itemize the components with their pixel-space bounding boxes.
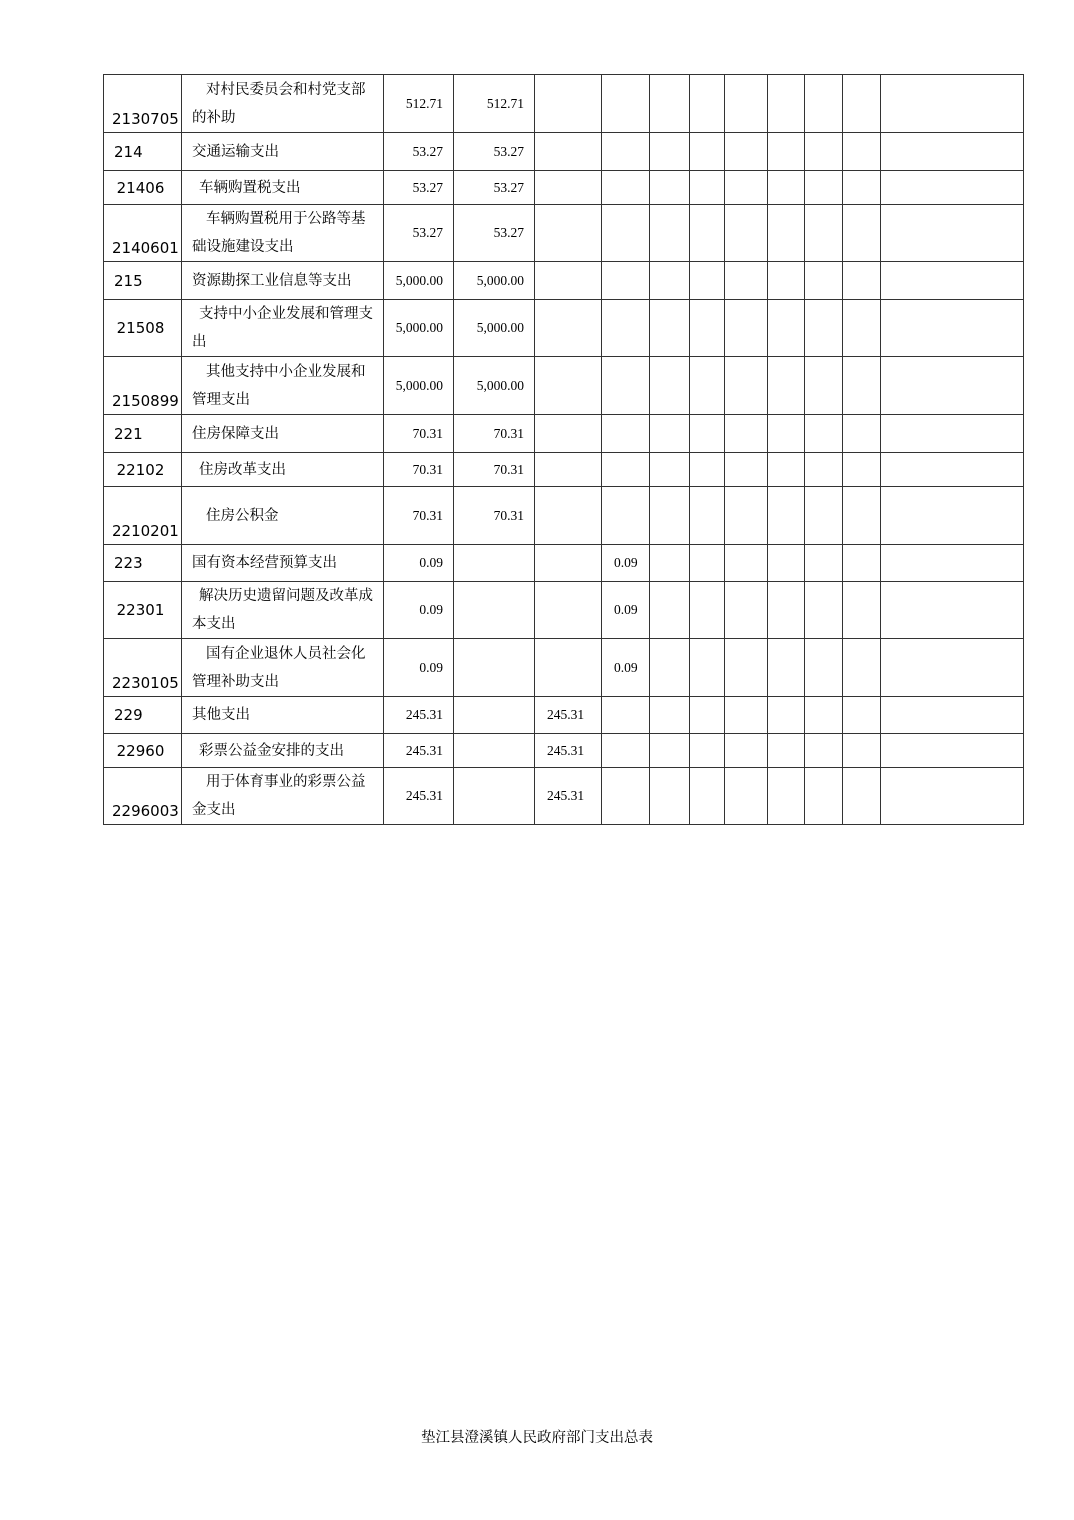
empty-cell [843,262,881,300]
empty-cell [725,300,768,357]
total-amount: 0.09 [384,582,454,639]
account-name: 住房保障支出 [192,425,279,442]
empty-cell [805,415,843,453]
empty-cell [805,582,843,639]
account-name-cell [182,487,384,545]
empty-cell [725,415,768,453]
account-name: 交通运输支出 [192,143,279,160]
state-capital-amount [602,75,650,133]
account-name: 彩票公益金安排的支出 [199,742,344,759]
fund-budget-amount [535,262,602,300]
account-name-cell [182,171,384,205]
fund-budget-amount [535,300,602,357]
state-capital-amount [602,734,650,768]
account-name-cell [182,545,384,582]
empty-cell [805,453,843,487]
empty-cell [881,415,1024,453]
empty-cell [805,734,843,768]
empty-cell [690,262,725,300]
account-name-cell [182,262,384,300]
empty-cell [805,487,843,545]
fund-budget-amount [535,133,602,171]
table-row [104,582,1024,639]
empty-cell [725,262,768,300]
empty-cell [650,357,690,415]
state-capital-amount [602,487,650,545]
general-budget-amount [454,582,535,639]
empty-cell [650,639,690,697]
empty-cell [650,75,690,133]
account-name-cell [182,357,384,415]
empty-cell [690,582,725,639]
account-code: 22301 [104,582,182,639]
account-name: 解决历史遗留问题及改革成本支出 [192,588,373,632]
account-code: 2230105 [104,639,182,697]
empty-cell [725,734,768,768]
empty-cell [768,171,805,205]
empty-cell [650,487,690,545]
table-row [104,453,1024,487]
empty-cell [690,357,725,415]
empty-cell [690,639,725,697]
table-row [104,357,1024,415]
general-budget-amount [454,697,535,734]
account-name-cell [182,639,384,697]
empty-cell [768,357,805,415]
account-name: 对村民委员会和村党支部的补助 [192,81,366,126]
state-capital-amount: 0.09 [602,545,650,582]
account-name-cell [182,300,384,357]
state-capital-amount [602,300,650,357]
empty-cell [725,205,768,262]
general-budget-amount: 5,000.00 [454,300,535,357]
table-row [104,734,1024,768]
empty-cell [650,582,690,639]
account-name: 其他支持中小企业发展和管理支出 [192,363,366,408]
empty-cell [805,133,843,171]
account-name: 国有企业退休人员社会化管理补助支出 [192,645,366,690]
account-name-cell [182,453,384,487]
empty-cell [881,768,1024,825]
account-code: 215 [104,262,182,300]
fund-budget-amount [535,75,602,133]
empty-cell [690,768,725,825]
general-budget-amount: 53.27 [454,205,535,262]
empty-cell [881,545,1024,582]
empty-cell [650,453,690,487]
account-code: 229 [104,697,182,734]
empty-cell [690,545,725,582]
empty-cell [650,262,690,300]
empty-cell [881,639,1024,697]
state-capital-amount [602,453,650,487]
state-capital-amount [602,415,650,453]
empty-cell [725,171,768,205]
account-name: 用于体育事业的彩票公益金支出 [192,774,366,818]
fund-budget-amount [535,639,602,697]
fund-budget-amount: 245.31 [535,768,602,825]
state-capital-amount [602,205,650,262]
total-amount: 0.09 [384,639,454,697]
empty-cell [690,453,725,487]
empty-cell [843,133,881,171]
account-code: 221 [104,415,182,453]
account-code: 2296003 [104,768,182,825]
table-row [104,205,1024,262]
empty-cell [690,487,725,545]
total-amount: 245.31 [384,768,454,825]
account-name: 住房改革支出 [199,461,286,478]
account-code: 21508 [104,300,182,357]
general-budget-amount: 70.31 [454,487,535,545]
empty-cell [650,545,690,582]
account-code: 22102 [104,453,182,487]
account-name: 国有资本经营预算支出 [192,555,337,571]
table-row [104,768,1024,825]
account-name-cell [182,582,384,639]
account-name: 资源勘探工业信息等支出 [192,272,352,289]
general-budget-amount: 70.31 [454,453,535,487]
account-name: 住房公积金 [206,507,279,524]
empty-cell [843,697,881,734]
general-budget-amount [454,545,535,582]
empty-cell [843,639,881,697]
empty-cell [805,171,843,205]
empty-cell [768,415,805,453]
empty-cell [650,205,690,262]
empty-cell [650,734,690,768]
empty-cell [843,171,881,205]
account-name-cell [182,734,384,768]
empty-cell [843,734,881,768]
fund-budget-amount [535,357,602,415]
empty-cell [768,300,805,357]
empty-cell [650,171,690,205]
empty-cell [805,205,843,262]
empty-cell [843,545,881,582]
table-row [104,639,1024,697]
empty-cell [843,75,881,133]
empty-cell [768,734,805,768]
account-code: 2150899 [104,357,182,415]
empty-cell [725,697,768,734]
total-amount: 53.27 [384,171,454,205]
empty-cell [805,697,843,734]
general-budget-amount [454,639,535,697]
general-budget-amount: 5,000.00 [454,262,535,300]
state-capital-amount: 0.09 [602,639,650,697]
state-capital-amount: 0.09 [602,582,650,639]
total-amount: 5,000.00 [384,262,454,300]
empty-cell [650,768,690,825]
general-budget-amount [454,734,535,768]
empty-cell [843,300,881,357]
empty-cell [690,697,725,734]
fund-budget-amount [535,582,602,639]
table-row [104,545,1024,582]
account-name-cell [182,768,384,825]
empty-cell [690,300,725,357]
account-code: 2210201 [104,487,182,545]
empty-cell [768,639,805,697]
general-budget-amount: 512.71 [454,75,535,133]
account-name-cell [182,415,384,453]
empty-cell [805,357,843,415]
empty-cell [881,487,1024,545]
empty-cell [768,262,805,300]
state-capital-amount [602,133,650,171]
empty-cell [650,300,690,357]
empty-cell [725,453,768,487]
empty-cell [881,262,1024,300]
empty-cell [768,133,805,171]
empty-cell [843,453,881,487]
empty-cell [768,453,805,487]
empty-cell [805,300,843,357]
empty-cell [768,75,805,133]
empty-cell [843,205,881,262]
total-amount: 245.31 [384,734,454,768]
state-capital-amount [602,697,650,734]
empty-cell [690,133,725,171]
account-code: 21406 [104,171,182,205]
empty-cell [768,582,805,639]
expenditure-table [103,74,1024,825]
empty-cell [650,133,690,171]
empty-cell [690,171,725,205]
account-code: 22960 [104,734,182,768]
general-budget-amount: 53.27 [454,171,535,205]
table-row [104,415,1024,453]
account-name-cell [182,697,384,734]
empty-cell [881,697,1024,734]
table-row [104,171,1024,205]
table-row [104,487,1024,545]
total-amount: 0.09 [384,545,454,582]
state-capital-amount [602,357,650,415]
empty-cell [725,639,768,697]
empty-cell [725,133,768,171]
empty-cell [805,262,843,300]
account-name-cell [182,75,384,133]
table-row [104,133,1024,171]
fund-budget-amount: 245.31 [535,697,602,734]
empty-cell [881,171,1024,205]
account-code: 214 [104,133,182,171]
empty-cell [843,582,881,639]
table-row [104,300,1024,357]
total-amount: 53.27 [384,133,454,171]
empty-cell [690,415,725,453]
general-budget-amount: 53.27 [454,133,535,171]
empty-cell [650,697,690,734]
empty-cell [725,75,768,133]
empty-cell [690,205,725,262]
total-amount: 245.31 [384,697,454,734]
state-capital-amount [602,262,650,300]
table-row [104,262,1024,300]
empty-cell [690,734,725,768]
state-capital-amount [602,768,650,825]
empty-cell [805,639,843,697]
empty-cell [881,205,1024,262]
empty-cell [881,453,1024,487]
page-footer-title: 垫江县澄溪镇人民政府部门支出总表 [421,1430,653,1446]
empty-cell [805,768,843,825]
total-amount: 5,000.00 [384,357,454,415]
account-name: 支持中小企业发展和管理支出 [192,306,373,350]
fund-budget-amount: 245.31 [535,734,602,768]
total-amount: 5,000.00 [384,300,454,357]
empty-cell [768,545,805,582]
account-name: 车辆购置税支出 [199,179,301,196]
total-amount: 70.31 [384,415,454,453]
account-code: 2130705 [104,75,182,133]
fund-budget-amount [535,415,602,453]
table-row [104,697,1024,734]
total-amount: 512.71 [384,75,454,133]
empty-cell [805,545,843,582]
account-code: 223 [104,545,182,582]
empty-cell [843,768,881,825]
empty-cell [881,357,1024,415]
empty-cell [725,582,768,639]
fund-budget-amount [535,453,602,487]
empty-cell [768,205,805,262]
table-body [104,75,1024,825]
fund-budget-amount [535,545,602,582]
empty-cell [725,487,768,545]
fund-budget-amount [535,205,602,262]
empty-cell [843,415,881,453]
empty-cell [881,75,1024,133]
account-code: 2140601 [104,205,182,262]
general-budget-amount: 70.31 [454,415,535,453]
empty-cell [768,768,805,825]
empty-cell [881,133,1024,171]
empty-cell [881,582,1024,639]
table-row [104,75,1024,133]
empty-cell [690,75,725,133]
empty-cell [725,357,768,415]
empty-cell [768,487,805,545]
fund-budget-amount [535,171,602,205]
account-name: 其他支出 [192,707,250,723]
empty-cell [650,415,690,453]
state-capital-amount [602,171,650,205]
empty-cell [881,300,1024,357]
empty-cell [768,697,805,734]
account-name: 车辆购置税用于公路等基础设施建设支出 [192,211,366,255]
fund-budget-amount [535,487,602,545]
total-amount: 53.27 [384,205,454,262]
total-amount: 70.31 [384,453,454,487]
empty-cell [805,75,843,133]
empty-cell [725,545,768,582]
general-budget-amount: 5,000.00 [454,357,535,415]
account-name-cell [182,133,384,171]
empty-cell [881,734,1024,768]
general-budget-amount [454,768,535,825]
total-amount: 70.31 [384,487,454,545]
empty-cell [843,357,881,415]
empty-cell [843,487,881,545]
empty-cell [725,768,768,825]
account-name-cell [182,205,384,262]
